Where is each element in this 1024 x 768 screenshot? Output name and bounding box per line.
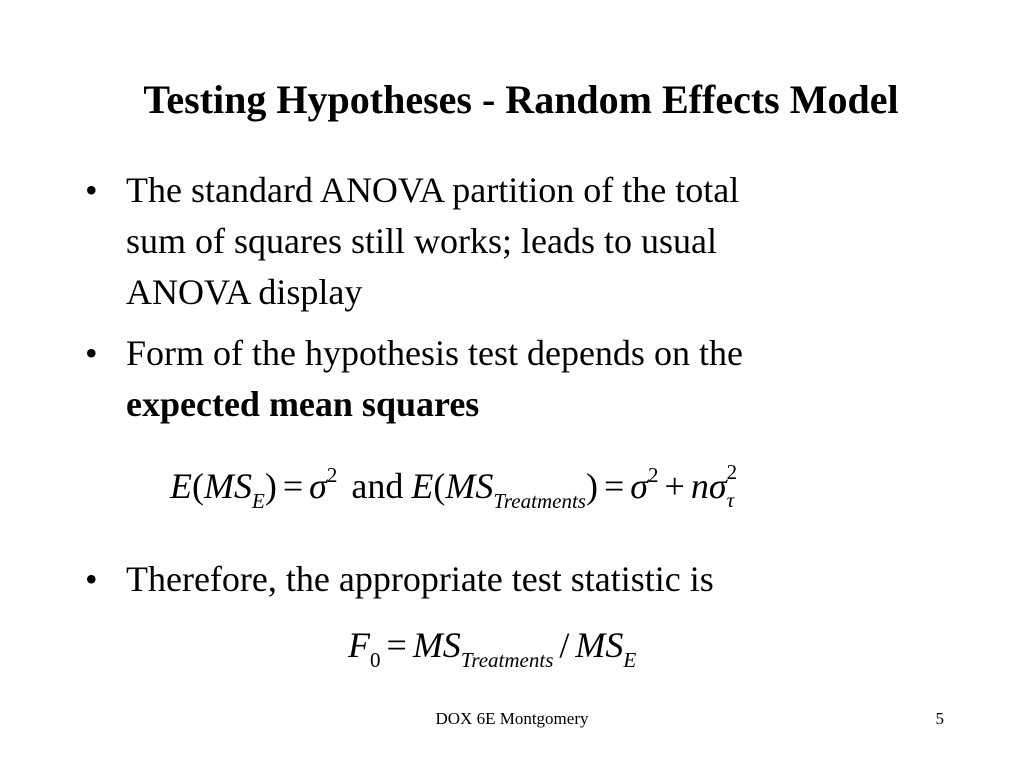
eq-operator: / (559, 625, 570, 665)
eq-symbol: σ (630, 466, 649, 506)
eq-paren: ( (192, 466, 204, 506)
bullet-line: Form of the hypothesis test depends on the (126, 333, 743, 373)
eq-symbol: E (170, 466, 192, 506)
eq-operator: + (664, 466, 685, 506)
eq-symbol: F (348, 625, 370, 665)
eq-symbol: MS (412, 625, 461, 665)
eq-symbol: σ (309, 466, 327, 506)
eq-subscript: E (623, 648, 637, 672)
eq-symbol: MS (204, 466, 252, 506)
eq-superscript: 2 (726, 460, 738, 484)
eq-operator: = (603, 466, 625, 506)
bullet-line: sum of squares still works; leads to usual (126, 221, 717, 261)
eq-paren: ) (264, 466, 277, 506)
bullet-line-bold: expected mean squares (126, 384, 480, 424)
slide-title: Testing Hypotheses - Random Effects Model (143, 77, 899, 122)
bullet-text (126, 328, 946, 430)
bullet-text (126, 165, 946, 318)
eq-subscript: τ (726, 488, 735, 512)
eq-subscript: 0 (370, 648, 381, 672)
eq-subscript: Treatments (493, 489, 586, 513)
test-statistic-equation (348, 623, 637, 672)
eq-operator: = (282, 466, 304, 506)
eq-script-stack (726, 460, 745, 512)
bullet-line: The standard ANOVA partition of the total (126, 170, 740, 210)
eq-superscript: 2 (648, 463, 659, 487)
bullet-line: ANOVA display (126, 272, 363, 312)
eq-paren: ) (585, 466, 598, 506)
page-number: 5 (935, 709, 944, 728)
eq-symbol: σ (708, 466, 727, 506)
eq-symbol: MS (575, 625, 624, 665)
bullet-line: Therefore, the appropriate test statistic is (126, 559, 714, 599)
eq-subscript: E (252, 489, 265, 513)
eq-symbol: MS (445, 466, 494, 506)
footer-text: DOX 6E Montgomery (435, 709, 589, 728)
eq-symbol: E (411, 466, 434, 506)
bullet-icon: • (85, 333, 98, 373)
bullet-icon: • (85, 559, 98, 599)
expected-mean-squares-equation (170, 460, 745, 513)
bullet-text (126, 554, 946, 605)
eq-word: and (351, 466, 404, 506)
eq-superscript: 2 (326, 463, 338, 487)
bullet-icon: • (85, 170, 98, 210)
eq-operator: = (386, 625, 407, 665)
eq-paren: ( (433, 466, 446, 506)
eq-symbol: n (690, 466, 709, 506)
eq-subscript: Treatments (460, 648, 554, 672)
